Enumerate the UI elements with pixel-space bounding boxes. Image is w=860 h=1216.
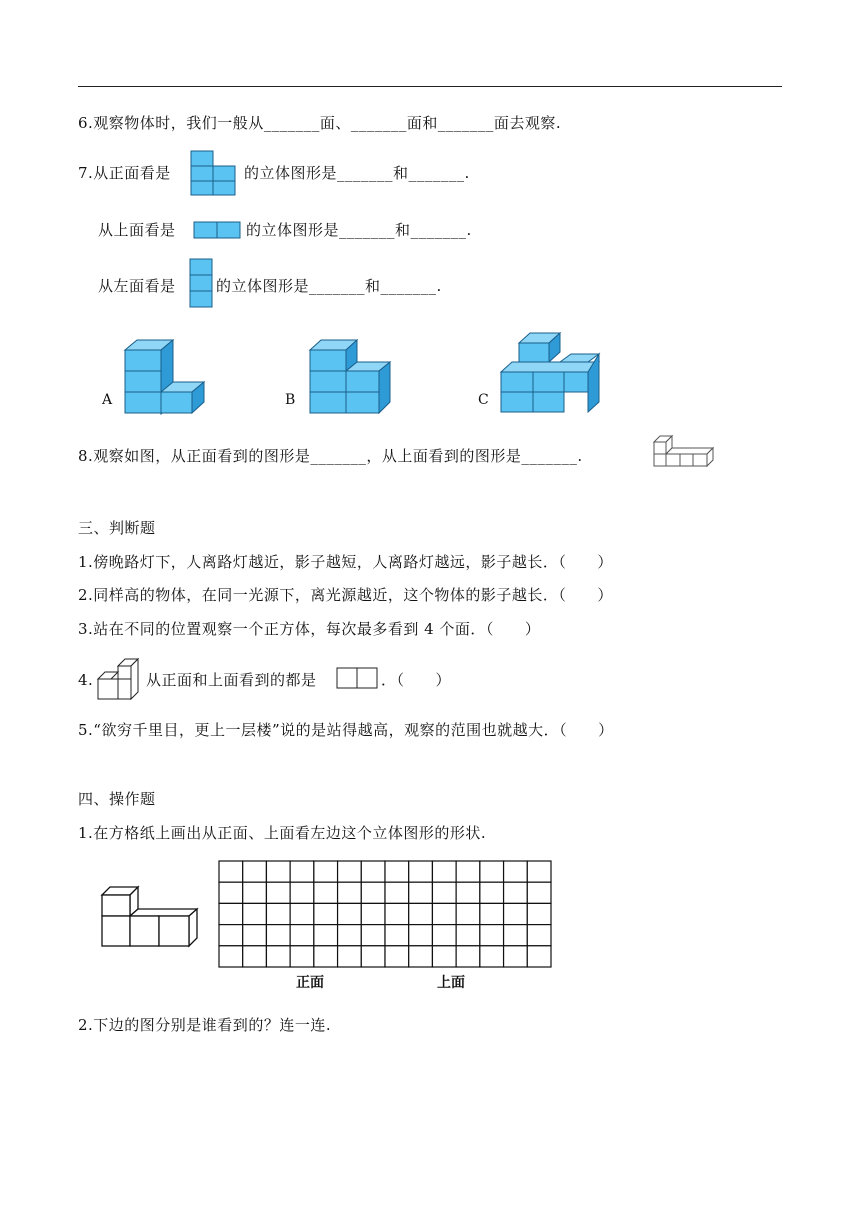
grid-cell[interactable] [290,903,314,924]
question-8: 8.观察如图，从正面看到的图形是_______，从上面看到的图形是_______. [78,447,583,465]
question-7-top-prefix: 从上面看是 [98,221,176,239]
grid-cell[interactable] [527,925,551,946]
grid-cell[interactable] [266,903,290,924]
grid-cell[interactable] [432,903,456,924]
figure-label-c: C [478,392,489,408]
judgment-4-number: 4. [78,671,94,689]
front-view-shape-icon [190,150,238,196]
grid-cell[interactable] [504,903,528,924]
question-7-front-suffix: 的立体图形是_______和_______. [244,164,470,182]
grid-cell[interactable] [456,861,480,882]
grid-cell[interactable] [338,903,362,924]
grid-cell[interactable] [243,882,267,903]
grid-cell[interactable] [409,903,433,924]
grid-cell[interactable] [219,903,243,924]
question-7-top-suffix: 的立体图形是_______和_______. [246,221,472,239]
grid-cell[interactable] [385,882,409,903]
grid-cell[interactable] [504,861,528,882]
grid-cell[interactable] [527,861,551,882]
grid-cell[interactable] [314,946,338,967]
grid-cell[interactable] [504,882,528,903]
question-7-left-suffix: 的立体图形是_______和_______. [216,277,442,295]
grid-cell[interactable] [266,946,290,967]
operation-1-cube-figure [100,882,200,948]
grid-cell[interactable] [527,903,551,924]
question-7-left-prefix: 从左面看是 [98,277,176,295]
grid-cell[interactable] [338,882,362,903]
grid-cell[interactable] [219,861,243,882]
judgment-3: 3.站在不同的位置观察一个正方体，每次最多看到 4 个面．（ ） [78,620,541,638]
grid-label-front: 正面 [296,975,324,991]
section-3-heading: 三、判断题 [78,519,156,537]
grid-cell[interactable] [290,925,314,946]
grid-cell[interactable] [219,882,243,903]
judgment-2: 2.同样高的物体，在同一光源下，离光源越近，这个物体的影子越长．（ ） [78,586,613,604]
grid-cell[interactable] [456,925,480,946]
grid-cell[interactable] [480,925,504,946]
grid-cell[interactable] [243,946,267,967]
grid-label-top: 上面 [437,975,465,991]
grid-cell[interactable] [409,946,433,967]
header-rule [78,86,782,87]
grid-cell[interactable] [504,925,528,946]
grid-cell[interactable] [219,925,243,946]
grid-cell[interactable] [243,861,267,882]
section-4-heading: 四、操作题 [78,790,156,808]
figure-label-b: B [285,392,296,408]
grid-cell[interactable] [361,903,385,924]
question-7-front-prefix: 7.从正面看是 [78,164,171,182]
grid-cell[interactable] [266,925,290,946]
grid-cell[interactable] [361,882,385,903]
cube-figure-b [307,338,397,414]
grid-cell[interactable] [480,882,504,903]
grid-cell[interactable] [409,925,433,946]
grid-cell[interactable] [456,903,480,924]
grid-cell[interactable] [361,861,385,882]
grid-cell[interactable] [338,925,362,946]
square-grid-paper[interactable] [218,860,552,968]
grid-cell[interactable] [480,903,504,924]
grid-cell[interactable] [456,882,480,903]
grid-cell[interactable] [290,882,314,903]
top-view-shape-icon [193,221,241,239]
grid-cell[interactable] [338,861,362,882]
grid-cell[interactable] [243,925,267,946]
grid-cell[interactable] [432,861,456,882]
grid-cell[interactable] [290,861,314,882]
grid-cell[interactable] [409,882,433,903]
figure-label-a: A [102,392,113,408]
judgment-1: 1.傍晚路灯下，人离路灯越近，影子越短，人离路灯越远，影子越长．（ ） [78,553,613,571]
grid-cell[interactable] [266,882,290,903]
grid-cell[interactable] [527,882,551,903]
left-view-shape-icon [189,258,213,308]
grid-cell[interactable] [385,903,409,924]
grid-cell[interactable] [480,861,504,882]
operation-1: 1.在方格纸上画出从正面、上面看左边这个立体图形的形状. [78,824,487,842]
grid-cell[interactable] [480,946,504,967]
j4-cube-figure [96,656,142,700]
grid-cell[interactable] [314,882,338,903]
grid-cell[interactable] [385,946,409,967]
j4-two-square-shape [336,667,380,689]
cube-figure-c [500,330,604,414]
grid-cell[interactable] [432,946,456,967]
grid-cell[interactable] [361,925,385,946]
grid-cell[interactable] [290,946,314,967]
grid-cell[interactable] [385,925,409,946]
grid-cell[interactable] [314,861,338,882]
q8-cube-figure [651,434,715,470]
grid-cell[interactable] [338,946,362,967]
grid-cell[interactable] [527,946,551,967]
cube-figure-a [120,338,210,414]
grid-cell[interactable] [432,882,456,903]
judgment-4-end: ．（ ） [381,671,452,689]
grid-cell[interactable] [243,903,267,924]
grid-cell[interactable] [385,861,409,882]
judgment-5: 5.“欲穷千里目，更上一层楼”说的是站得越高，观察的范围也就越大．（ ） [78,721,614,739]
judgment-4-text: 从正面和上面看到的都是 [146,671,317,689]
operation-2: 2.下边的图分别是谁看到的？连一连. [78,1016,332,1034]
grid-cell[interactable] [432,925,456,946]
grid-cell[interactable] [361,946,385,967]
grid-cell[interactable] [314,925,338,946]
grid-cell[interactable] [456,946,480,967]
grid-cell[interactable] [314,903,338,924]
question-6: 6.观察物体时，我们一般从_______面、_______面和_______面去观察. [78,114,562,132]
grid-cell[interactable] [504,946,528,967]
grid-cell[interactable] [219,946,243,967]
grid-cell[interactable] [409,861,433,882]
grid-cell[interactable] [266,861,290,882]
